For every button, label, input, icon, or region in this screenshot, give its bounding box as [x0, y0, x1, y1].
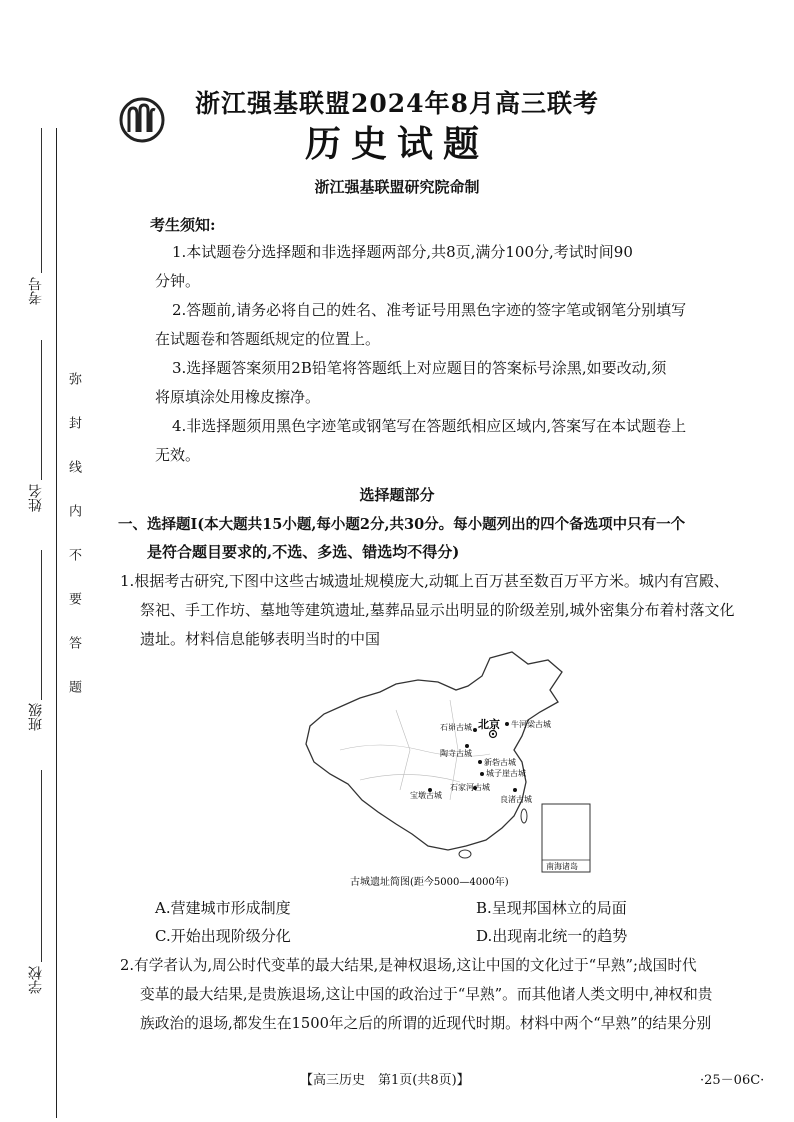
question-1-text: 遗址。材料信息能够表明当时的中国	[140, 630, 381, 648]
question-2-text: 族政治的退场,都发生在1500年之后的所谓的近现代时期。材料中两个“早熟”的结果分别	[140, 1015, 712, 1032]
notice-line: 将原填涂处用橡皮擦净。	[155, 388, 321, 406]
map-site-label: 石家河古城	[450, 783, 490, 792]
notice-line: 在试题卷和答题纸规定的位置上。	[155, 330, 381, 348]
school-line	[41, 770, 42, 962]
class-label: 班级	[28, 703, 44, 731]
binding-warning: 弥封线内不要答题	[66, 372, 81, 724]
option-b: B.呈现邦国林立的局面	[476, 899, 627, 917]
ancient-city-map	[300, 650, 600, 895]
page-number: 【高三历史 第1页(共8页)】	[300, 1073, 470, 1088]
page-title: 历史试题	[304, 123, 489, 165]
question-2-text: 2.有学者认为,周公时代变革的最大结果,是神权退场,这让中国的文化过于“早熟”;战国时代	[120, 957, 697, 974]
map-site-label: 城子崖古城	[486, 769, 526, 778]
exam-title: 浙江强基联盟2024年8月高三联考	[195, 89, 599, 118]
school-label: 学校	[28, 966, 44, 994]
option-d: D.出现南北统一的趋势	[476, 927, 628, 945]
section-instruction: 一、选择题Ⅰ(本大题共15小题,每小题2分,共30分。每小题列出的四个备选项中只有一个	[118, 516, 686, 533]
notice-line: 2.答题前,请务必将自己的姓名、准考证号用黑色字迹的签字笔或钢笔分别填写	[172, 301, 687, 319]
map-site-label: 陶寺古城	[440, 749, 472, 758]
option-c: C.开始出现阶级分化	[155, 927, 291, 945]
map-site-label: 宝墩古城	[410, 791, 442, 800]
name-line	[41, 340, 42, 480]
map-site-label: 牛河梁古城	[511, 720, 551, 729]
option-a: A.营建城市形成制度	[155, 899, 291, 917]
map-caption: 古城遗址简图(距今5000—4000年)	[350, 877, 509, 888]
section-title: 选择题部分	[359, 486, 435, 504]
notice-line: 分钟。	[155, 272, 201, 290]
exam-code: ·25－06C·	[700, 1073, 765, 1088]
exam-maker: 浙江强基联盟研究院命制	[314, 178, 480, 196]
map-label-beijing: 北京	[478, 718, 500, 731]
name-label: 姓名	[28, 484, 44, 512]
binding-line	[56, 128, 57, 1118]
map-site-label: 良渚古城	[500, 795, 532, 804]
notice-line: 3.选择题答案须用2B铅笔将答题纸上对应题目的答案标号涂黑,如要改动,须	[172, 359, 667, 377]
notice-line: 1.本试题卷分选择题和非选择题两部分,共8页,满分100分,考试时间90	[172, 243, 633, 261]
question-1-text: 1.根据考古研究,下图中这些古城遗址规模庞大,动辄上百万甚至数百万平方米。城内有宫殿、	[120, 572, 729, 590]
notice-line: 无效。	[155, 446, 201, 464]
class-line	[41, 550, 42, 700]
map-inset-label: 南海诸岛	[546, 862, 578, 871]
notice-line: 4.非选择题须用黑色字迹笔或钢笔写在答题纸相应区域内,答案写在本试题卷上	[172, 417, 687, 435]
notice-heading: 考生须知:	[150, 216, 216, 234]
map-site-label: 新砦古城	[484, 758, 516, 767]
map-site-label: 石峁古城	[440, 723, 472, 732]
exam-number-label: 考号	[28, 277, 44, 305]
question-1-text: 祭祀、手工作坊、墓地等建筑遗址,墓葬品显示出明显的阶级差别,城外密集分布着村落文化	[140, 601, 735, 619]
question-2-text: 变革的最大结果,是贵族退场,这让中国的政治过于“早熟”。而其他诸人类文明中,神权和贵	[140, 986, 713, 1003]
section-instruction: 是符合题目要求的,不选、多选、错选均不得分)	[147, 543, 460, 561]
